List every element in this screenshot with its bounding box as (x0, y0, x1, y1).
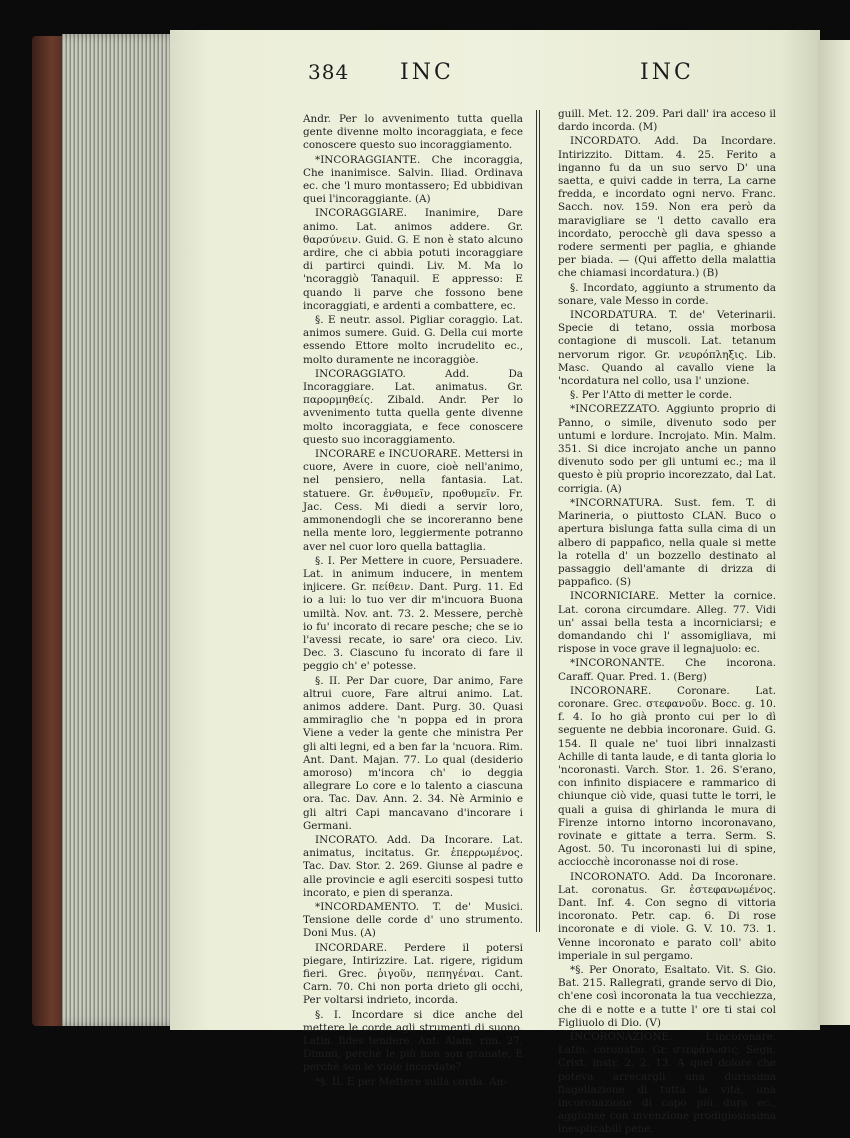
entry-text: INCORNICIARE. Metter la cornice. Lat. corona circumdare. Alleg. 77. Vidi un' assai bella testa a incorniciarsi; e domandando chi l' assomigliava, mi rispose in voce grave il legnajuolo: ec. (558, 590, 776, 656)
entry-text: *§. II. E per Mettere sulla corda. An- (315, 1075, 507, 1088)
entry-text: INCORDATO. Add. Da Incordare. Intirizzito. Dittam. 4. 25. Ferito a inganno fu da un suo servo D' una saetta, e quivi cadde in terra, La carne fredda, e incordato ogni nervo. Franc. Sacch. nov. 159. Non era però da maravigliare se 'l detto cavallo era incordato, perocchè gli dava spesso a rodere sermenti per paglia, e ghiande per biada. — (Qui affetto della malattia che chiamasi incordatura.) (B) (558, 135, 776, 280)
entry-text: INCORDARE. Perdere il potersi piegare, Intirizzire. Lat. rigere, rigidum fieri. Grec. ῥιγοῦν, πεπηγέναι. Cant. Carn. 70. Chi non porta drieto gli occhi, Per voltarsi indrieto, incorda. (303, 941, 523, 1007)
entry-text: guill. Met. 12. 209. Pari dall' ira acceso il dardo incorda. (M) (558, 108, 776, 134)
entry-text: §. E neutr. assol. Pigliar coraggio. Lat. animos sumere. Guid. G. Della cui morte essendo Ettore molto incrudelito ec., molto duramente ne incoraggiòe. (303, 314, 523, 366)
entry-text: *§. Per Onorato, Esaltato. Vit. S. Gio. Bat. 215. Rallegrati, grande servo di Dio, ch'ene così incoronata la tua vecchiezza, che di e notte e a tutte l' ore ti stai col Figliuolo di Dio. (V) (558, 964, 776, 1029)
entry-text: INCORONAZIONE. L'incoronare. Latin. coronatio. Gr. στεφάνωσις. Segn. Crist. instr. 2. 2. 13. A quel dolore che poteva arrecargli una durissima flagellazione di tutta la vita, una incoronazione di capo più dura ec., aggiunse con invenzione prodigiosissima inesplicabili pene. (558, 1031, 776, 1136)
running-head-right: INC (640, 60, 694, 85)
entry-text: INCORDATURA. T. de' Veterinarii. Specie di tetano, ossia morbosa contagione di muscoli. Lat. tetanum nervorum rigor. Gr. νευρόπληξις. Lib. Masc. Quando al cavallo viene la 'ncordatura nel collo, usa l' unzione. (558, 309, 776, 388)
entry-text: §. II. Per Dar cuore, Dar animo, Fare altrui cuore, Fare altrui animo. Lat. animos addere. Dant. Purg. 30. Quasi ammiraglio che 'n poppa ed in prora Viene a veder la gente che ministra Per gli alti legni, ed a ben far la 'ncuora. Rim. Ant. Dant. Majan. 77. Lo qual (desiderio amoroso) m'incora ch' io deggia allegrare Lo core e lo talento a ciascuna ora. Tac. Dav. Ann. 2. 34. Nè Arminio e gli altri Capi mancavano d'incorare i Germani. (303, 674, 523, 832)
entry-text: §. I. Incordare si dice anche del mettere le corde agli strumenti di suono. Latin. fides tendere. Ant. Alam. rim. 27. Dimmi, perchè le più non son granate, E perchè son le viole incordate? (303, 1008, 523, 1074)
entry-text: INCORAGGIATO. Add. Da Incoraggiare. Lat. animatus. Gr. παρορμηθείς. Zibald. Andr. Per lo avvenimento tutta quella gente divenne molto incoraggiata, e fece conoscere questo suo incoraggiamento. (303, 367, 523, 446)
entry-text: INCORONARE. Coronare. Lat. coronare. Grec. στεφανοῦν. Bocc. g. 10. f. 4. Io ho già pronto cui per lo dì seguente ne debbia incoronare. Guid. G. 154. Il quale ne' tuoi libri innalzasti Achille di tanta laude, e di tanta gloria lo 'ncoronasti. Varch. Stor. 1. 26. S'erano, con infinito dispiacere e rammarico di chiunque ciò vide, quasi tutte le torri, le quali a guisa di ghirlanda le mura di Firenze intorno intorno incoronavano, rovinate e gittate a terra. Serm. S. Agost. 50. Tu incoronasti lui di spine, acciocchè incoronasse noi di rose. (558, 684, 776, 869)
running-head-left: INC (400, 60, 454, 85)
column-divider (536, 110, 540, 932)
entry-text: Andr. Per lo avvenimento tutta quella gente divenne molto incoraggiata, e fece conoscere questo suo incoraggiamento. (303, 113, 523, 152)
facing-page-edge (818, 40, 850, 1025)
entry-text: *INCORAGGIANTE. Che incoraggia, Che inanimisce. Salvin. Iliad. Ordinava ec. che 'l muro montassero; Ed ubbidivan quei l'incoraggiante. (A) (303, 153, 523, 206)
entry-text: INCORARE e INCUORARE. Mettersi in cuore, Avere in cuore, cioè nell'animo, nel pensiero, nella fantasia. Lat. statuere. Gr. ἐνθυμεῖν, προθυμεῖν. Fr. Jac. Cess. Mi diedi a servir loro, ammonendogli che se incoreranno bene nella mente loro, leggiermente potranno aver nel cuor loro quella battaglia. (303, 448, 523, 553)
entry-text: §. I. Per Mettere in cuore, Persuadere. Lat. in animum inducere, in mentem injicere. Gr. πείθειν. Dant. Purg. 11. Ed io a lui: lo tuo ver dir m'incuora Buona umiltà. Nov. ant. 73. 2. Messere, perchè io fu' incorato di recare pesche; che se io l'avessi recate, io sare' ora cieco. Liv. Dec. 3. Ciascuno fu incorato di fare il peggio ch' e' potesse. (303, 554, 523, 673)
entry-text: *INCORDAMENTO. T. de' Musici. Tensione delle corde d' uno strumento. Doni Mus. (A) (303, 900, 523, 940)
entry-text: §. Incordato, aggiunto a strumento da sonare, vale Messo in corde. (558, 281, 776, 307)
page-edges (62, 34, 182, 1026)
entry-text: *INCOREZZATO. Aggiunto proprio di Panno, o simile, divenuto sodo per untumi e lordure. Incrojato. Min. Malm. 351. Si dice incrojato anche un panno divenuto sodo per gli untumi ec.; ma il questo è più proprio incorezzato, dal Lat. corrigia. (A) (558, 403, 776, 495)
left-column (303, 113, 523, 1090)
entry-text: *INCORONANTE. Che incorona. Caraff. Quar. Pred. 1. (Berg) (558, 657, 776, 683)
entry-text: *INCORNATURA. Sust. fem. T. di Marineria, o piuttosto CLAN. Buco o apertura bislunga fatta sulla cima di un albero di pappafico, nella quale si mette la rotella d' un bozzello destinato al passaggio dell'amante di drizza di pappafico. (S) (558, 496, 776, 589)
entry-text: INCORATO. Add. Da Incorare. Lat. animatus, incitatus. Gr. ἐπερρωμένος. Tac. Dav. Stor. 2. 269. Giunse al padre e alle provincie e agli eserciti sospesi tutto incorato, e pien di speranza. (303, 833, 523, 899)
entry-text: INCORONATO. Add. Da Incoronare. Lat. coronatus. Gr. ἐστεφανωμένος. Dant. Inf. 4. Con segno di vittoria incoronato. Petr. cap. 6. Di rose incoronate e di viole. G. V. 10. 73. 1. Venne incoronato e parato coll' abito imperiale in sul pergamo. (558, 870, 776, 962)
entry-text: §. Per l'Atto di metter le corde. (570, 389, 733, 402)
right-column (558, 108, 776, 1138)
entry-text: INCORAGGIARE. Inanimire, Dare animo. Lat. animos addere. Gr. θαρσύνειν. Guid. G. E non è stato alcuno ardire, che ci abbia potuti incoraggiare di partirci quindi. Liv. M. Ma lo 'ncoraggiò Tanaquil. E appresso: E quando li parve che fossono bene incoraggiati, e ardenti a combattere, ec. (303, 207, 523, 312)
page-number: 384 (308, 60, 350, 84)
